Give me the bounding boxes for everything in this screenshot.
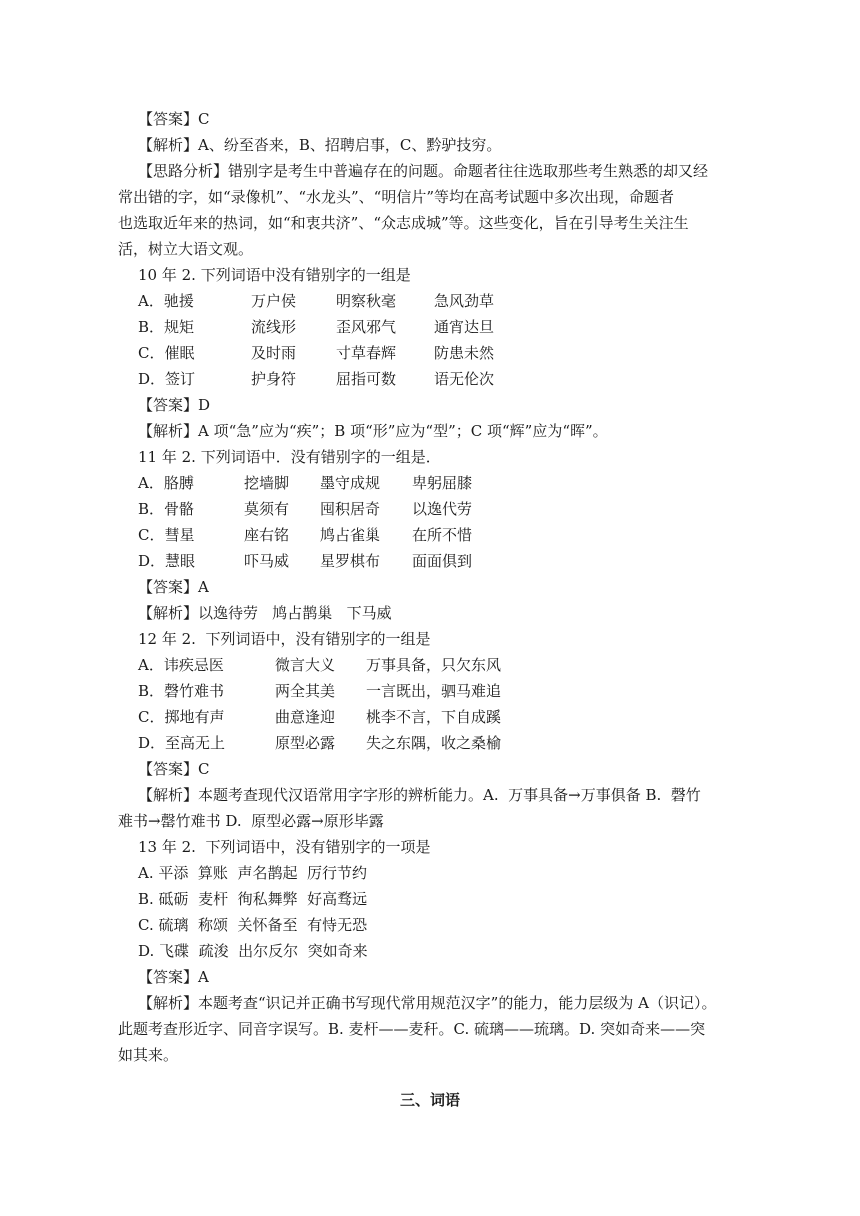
question-10-stem: 10 年 2. 下列词语中没有错别字的一组是	[138, 266, 411, 284]
question-12-stem: 12 年 2. 下列词语中，没有错别字的一组是	[138, 630, 431, 648]
option-cell: D．签订	[138, 370, 196, 388]
option-cell: 莫须有	[244, 500, 290, 518]
option-cell: A．驰援	[138, 292, 194, 310]
option-cell: 及时雨	[251, 344, 297, 362]
option-cell: 歪风邪气	[336, 318, 397, 336]
q13-option-a: A. 平添 算账 声名鹊起 厉行节约	[138, 864, 367, 882]
option-cell: 在所不惜	[412, 526, 473, 544]
analysis-line: 【解析】A、纷至沓来，B、招聘启事，C、黔驴技穷。	[138, 136, 502, 154]
option-cell: 两全其美	[275, 682, 336, 700]
option-cell: B．磬竹难书	[138, 682, 225, 700]
answer-line: 【答案】A	[138, 968, 209, 986]
option-cell: 挖墙脚	[244, 474, 290, 492]
option-cell: 明察秋毫	[336, 292, 397, 310]
option-cell: 原型必露	[275, 734, 336, 752]
analysis-line: 【解析】A 项“急”应为“疾”；B 项“形”应为“型”；C 项“辉”应为“晖”。	[138, 422, 608, 440]
option-cell: 微言大义	[275, 656, 336, 674]
option-cell: 座右铭	[244, 526, 290, 544]
option-cell: D．慧眼	[138, 552, 196, 570]
q13-option-d: D. 飞碟 疏浚 出尔反尔 突如奇来	[138, 942, 368, 960]
option-cell: 以逸代劳	[412, 500, 473, 518]
option-cell: D．至高无上	[138, 734, 226, 752]
option-cell: 面面俱到	[412, 552, 473, 570]
option-cell: 防患未然	[434, 344, 495, 362]
option-cell: 桃李不言，下自成蹊	[366, 708, 502, 726]
q13-option-b: B. 砥砺 麦杆 徇私舞弊 好高骛远	[138, 890, 368, 908]
option-cell: A．讳疾忌医	[138, 656, 224, 674]
option-cell: 曲意逢迎	[275, 708, 336, 726]
option-cell: 屈指可数	[336, 370, 397, 388]
option-cell: B．规矩	[138, 318, 195, 336]
option-cell: 万事具备，只欠东风	[366, 656, 502, 674]
option-cell: 卑躬屈膝	[412, 474, 473, 492]
option-cell: 一言既出，驷马难追	[366, 682, 502, 700]
answer-line: 【答案】A	[138, 578, 209, 596]
option-cell: 流线形	[251, 318, 297, 336]
option-cell: A．胳膊	[138, 474, 194, 492]
option-cell: 星罗棋布	[320, 552, 381, 570]
option-cell: 通宵达旦	[434, 318, 495, 336]
option-cell: 鸠占雀巢	[320, 526, 381, 544]
option-cell: B．骨骼	[138, 500, 195, 518]
option-cell: C．彗星	[138, 526, 195, 544]
paragraph-line: 此题考查形近字、同音字误写。B. 麦杆——麦秆。C. 硫璃——琉璃。D. 突如奇来——突	[118, 1020, 706, 1038]
analysis-line: 【解析】本题考查“识记并正确书写现代常用规范汉字”的能力，能力层级为 A（识记）。	[138, 994, 717, 1012]
option-cell: 急风劲草	[434, 292, 495, 310]
answer-line: 【答案】C	[138, 110, 210, 128]
paragraph-line: 难书→罄竹难书 D. 原型必露→原形毕露	[118, 812, 384, 830]
analysis-line: 【解析】以逸待劳 鸠占鹊巢 下马威	[138, 604, 392, 622]
option-cell: C．掷地有声	[138, 708, 225, 726]
option-cell: 吓马威	[244, 552, 290, 570]
idea-analysis-line: 【思路分析】错别字是考生中普遍存在的问题。命题者往往选取那些考生熟悉的却又经	[138, 162, 709, 180]
option-cell: 失之东隅，收之桑榆	[366, 734, 502, 752]
option-cell: C．催眠	[138, 344, 195, 362]
paragraph-line: 如其来。	[118, 1046, 179, 1064]
option-cell: 墨守成规	[320, 474, 381, 492]
section-heading: 三、词语	[399, 1091, 460, 1109]
option-cell: 语无伦次	[434, 370, 495, 388]
option-cell: 万户侯	[251, 292, 297, 310]
q13-option-c: C. 硫璃 称颂 关怀备至 有恃无恐	[138, 916, 368, 934]
option-cell: 囤积居奇	[320, 500, 381, 518]
question-13-stem: 13 年 2. 下列词语中，没有错别字的一项是	[138, 838, 431, 856]
paragraph-line: 常出错的字，如“录像机”、“水龙头”、“明信片”等均在高考试题中多次出现，命题者	[118, 188, 675, 206]
option-cell: 护身符	[251, 370, 297, 388]
answer-line: 【答案】D	[138, 396, 211, 414]
option-cell: 寸草春辉	[336, 344, 397, 362]
question-11-stem: 11 年 2. 下列词语中．没有错别字的一组是．	[138, 448, 441, 466]
analysis-line: 【解析】本题考查现代汉语常用字字形的辨析能力。A. 万事具备→万事俱备 B. 磬竹	[138, 786, 701, 804]
paragraph-line: 活，树立大语文观。	[118, 240, 254, 258]
paragraph-line: 也选取近年来的热词，如“和衷共济”、“众志成城”等。这些变化，旨在引导考生关注生	[118, 214, 689, 232]
answer-line: 【答案】C	[138, 760, 210, 778]
